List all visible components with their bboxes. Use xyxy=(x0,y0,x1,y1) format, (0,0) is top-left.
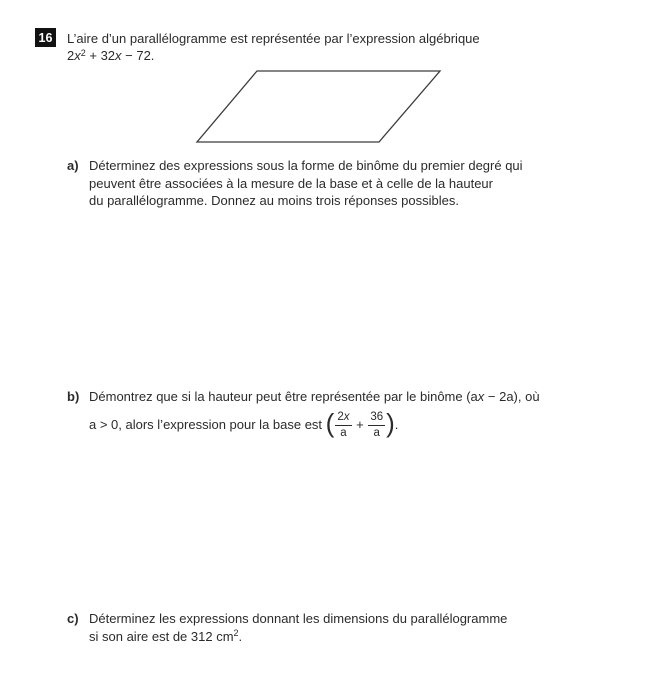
part-b-line-2 xyxy=(89,408,540,440)
part-b-text xyxy=(89,388,540,440)
part-c-label: c) xyxy=(67,611,79,626)
expr-var: x xyxy=(74,48,81,63)
problem-number-badge xyxy=(35,28,56,47)
frac1-num-coef: 2 xyxy=(337,410,344,423)
part-c-line-2 xyxy=(89,628,507,648)
expr-mid: + 32 xyxy=(85,48,116,63)
part-b-line1-post: − 2a), où xyxy=(484,389,540,404)
fraction-numerator: 36 xyxy=(368,411,385,426)
expr-tail: − 72. xyxy=(121,48,155,63)
cm-squared-exponent: 2 xyxy=(233,628,239,638)
part-c-line2-post: . xyxy=(238,628,243,644)
part-b-line-1 xyxy=(89,388,540,406)
part-b-line1-var: x xyxy=(477,389,485,404)
plus-sign: + xyxy=(352,416,368,432)
part-a-text xyxy=(89,157,523,210)
part-c xyxy=(67,610,507,647)
fraction-2x-over-a xyxy=(335,411,351,440)
part-a-line-1: Déterminez des expressions sous la forme de binôme du premier degré qui xyxy=(89,158,523,173)
frac1-num-var: x xyxy=(343,410,350,423)
part-a-label: a) xyxy=(67,158,79,173)
part-a xyxy=(67,157,523,210)
parallelogram-figure xyxy=(190,62,448,155)
part-a-line-2: peuvent être associées à la mesure de la base et à celle de la hauteur xyxy=(89,175,493,191)
part-c-line2-pre: si son aire est de 312 cm xyxy=(89,628,234,644)
part-b-line2-pre: a > 0, alors l’expression pour la base est xyxy=(89,416,326,432)
open-paren: ( xyxy=(325,408,335,439)
problem-number: 16 xyxy=(38,30,53,45)
fraction-36-over-a xyxy=(368,411,385,440)
fraction-denominator: a xyxy=(340,426,347,439)
problem-intro xyxy=(67,30,537,66)
fraction-numerator xyxy=(335,411,351,426)
part-c-text xyxy=(89,610,507,647)
part-c-line-1: Déterminez les expressions donnant les dimensions du parallélogramme xyxy=(89,611,508,626)
part-a-line-3: du parallélogramme. Donnez au moins trois réponses possibles. xyxy=(89,193,459,208)
fraction-denominator: a xyxy=(373,426,380,439)
expr-coef: 2 xyxy=(67,48,75,63)
intro-line-1: L’aire d’un parallélogramme est représentée par l’expression algébrique xyxy=(67,31,480,46)
expr-var: x xyxy=(115,48,122,63)
close-paren: ) xyxy=(386,408,395,439)
parallelogram-drawing xyxy=(190,62,448,152)
part-b-line1-pre: Démontrez que si la hauteur peut être représentée par le binôme (a xyxy=(89,389,478,404)
part-b xyxy=(67,388,540,440)
expr-exponent: 2 xyxy=(80,47,86,58)
part-b-label: b) xyxy=(67,389,80,404)
period: . xyxy=(394,416,399,432)
